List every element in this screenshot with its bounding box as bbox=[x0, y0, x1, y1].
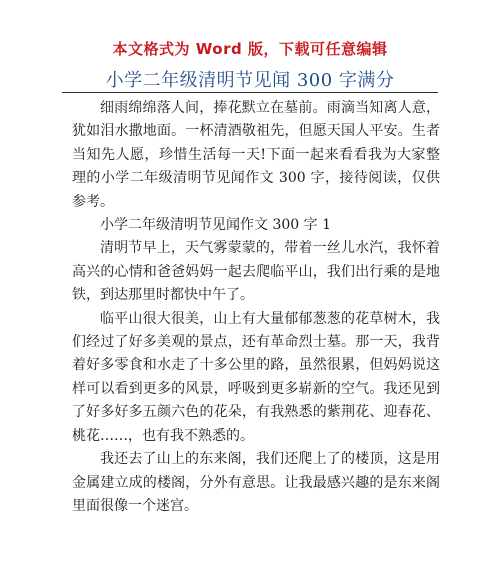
title-divider bbox=[62, 92, 438, 93]
essay-paragraph: 我还去了山上的东来阁，我们还爬上了的楼顶，这是用金属建立成的楼阁，分外有意思。让我最感兴趣的是东来阁里面很像一个迷宫。 bbox=[72, 451, 440, 514]
intro-paragraph: 细雨绵绵落人间，捧花默立在墓前。雨滴当知离人意，犹如泪水撒地面。一杯清酒敬祖先，但愿天国人平安。生者当知先人愿，珍惜生活每一天!下面一起来看看我为大家整理的小学二年级清明节见闻作文 300 字，接待阅读，仅供参考。 bbox=[72, 100, 440, 210]
essay-heading: 小学二年级清明节见闻作文 300 字 1 bbox=[100, 217, 331, 234]
essay-paragraph: 临平山很大很美，山上有大量郁郁葱葱的花草树木，我们经过了好多美观的景点，还有革命烈士墓。那一天，我背着好多零食和水走了十多公里的路，虽然很累，但妈妈说这样可以看到更多的风景，呼吸到更多崭新的空气。我还见到了好多好多五颜六色的花朵，有我熟悉的紫荆花、迎春花、桃花……，也有我不熟悉的。 bbox=[72, 310, 440, 444]
format-notice-banner: 本文格式为 Word 版，下载可任意编辑 bbox=[112, 40, 388, 58]
document-title: 小学二年级清明节见闻 300 字满分 bbox=[105, 70, 395, 91]
essay-paragraph: 清明节早上，天气雾蒙蒙的，带着一丝儿水汽，我怀着高兴的心情和爸爸妈妈一起去爬临平山，我们出行乘的是地铁，到达那里时都快中午了。 bbox=[72, 240, 440, 304]
document-body bbox=[72, 97, 440, 518]
